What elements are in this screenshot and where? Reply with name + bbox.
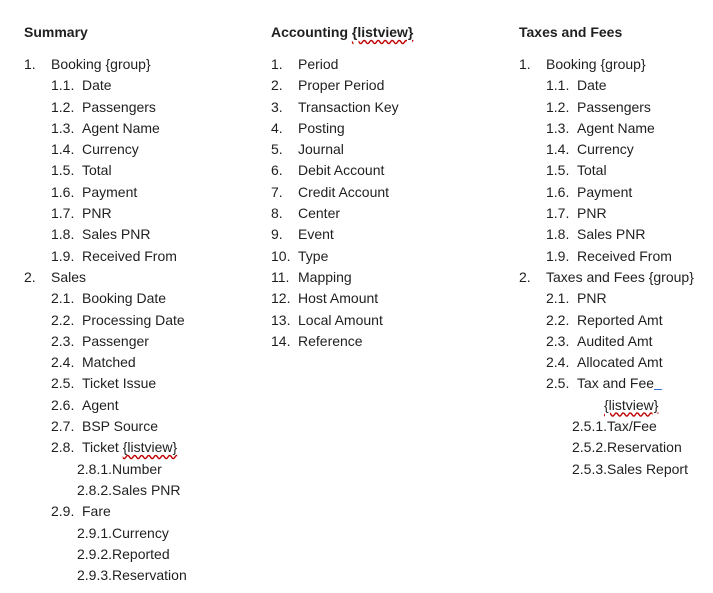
item-number: 1.6. xyxy=(51,183,75,200)
list-item xyxy=(271,267,501,288)
item-label: Payment xyxy=(577,183,633,200)
list-item xyxy=(24,118,254,139)
item-number: 9. xyxy=(271,226,283,243)
item-number: 8. xyxy=(271,205,283,222)
item-label: Passengers xyxy=(577,98,651,115)
list-item xyxy=(24,203,254,224)
list-item xyxy=(24,373,254,394)
list-item xyxy=(24,544,254,565)
item-label: Sales Report xyxy=(607,460,688,477)
list-item xyxy=(271,310,501,331)
item-number: 10. xyxy=(271,247,291,264)
item-label: Reservation xyxy=(607,439,682,456)
list-item xyxy=(271,54,501,75)
item-number: 2.1. xyxy=(546,290,570,307)
item-label: Allocated Amt xyxy=(577,354,663,371)
item-number: 12. xyxy=(271,290,291,307)
list-item xyxy=(24,416,254,437)
item-number: 2.8.2. xyxy=(77,481,113,498)
list-item xyxy=(519,182,709,203)
item-number: 2.2. xyxy=(51,311,75,328)
item-number: 1.2. xyxy=(51,98,75,115)
list-item xyxy=(24,267,254,288)
item-number: 2. xyxy=(24,268,36,285)
column-heading: Summary xyxy=(24,24,88,40)
item-label: Currency xyxy=(112,524,169,541)
item-number: 2.8.1. xyxy=(77,460,113,477)
list-item xyxy=(519,203,709,224)
item-label: Transaction Key xyxy=(298,98,399,115)
list-item xyxy=(24,501,254,522)
item-number: 3. xyxy=(271,98,283,115)
item-number: 1.1. xyxy=(546,77,570,94)
list-item xyxy=(519,373,709,394)
item-number: 2.9. xyxy=(51,503,75,520)
item-label: Total xyxy=(577,162,607,179)
item-number: 1.2. xyxy=(546,98,570,115)
item-number: 5. xyxy=(271,141,283,158)
item-label: Type xyxy=(298,247,329,264)
item-label: Sales PNR xyxy=(112,481,181,498)
item-label: Agent xyxy=(82,396,119,413)
list-item xyxy=(519,267,709,288)
list-item xyxy=(271,203,501,224)
listview-tag: {listview} xyxy=(122,439,178,456)
list-item xyxy=(24,97,254,118)
item-number: 1.3. xyxy=(546,119,570,136)
item-number: 2.9.1. xyxy=(77,524,113,541)
item-label: Ticket Issue xyxy=(82,375,157,392)
list-item xyxy=(271,139,501,160)
item-number: 2.3. xyxy=(546,332,570,349)
item-label: Currency xyxy=(82,141,139,158)
item-label: Matched xyxy=(82,354,136,371)
item-label: Booking {group} xyxy=(51,56,151,72)
item-label: Ticket {listview} xyxy=(82,439,178,456)
item-label: Event xyxy=(298,226,334,243)
item-label: Reservation xyxy=(112,567,187,584)
item-label: Number xyxy=(112,460,162,477)
item-number: 1. xyxy=(24,56,36,72)
item-number: 11. xyxy=(271,268,290,285)
list-item xyxy=(24,480,254,501)
item-number: 2.9.2. xyxy=(77,545,113,562)
item-label: Debit Account xyxy=(298,162,385,179)
item-number: 2.5. xyxy=(51,375,75,392)
item-label: Payment xyxy=(82,183,138,200)
item-number: 1.4. xyxy=(51,141,75,158)
item-label: Host Amount xyxy=(298,290,379,307)
item-label: Processing Date xyxy=(82,311,185,328)
item-number: 2.8. xyxy=(51,439,75,456)
list-item xyxy=(24,459,254,480)
list-item xyxy=(271,288,501,309)
list-item xyxy=(519,352,709,373)
item-number: 14. xyxy=(271,332,291,349)
item-label: PNR xyxy=(82,205,112,222)
list-item xyxy=(519,160,709,181)
list-item-continuation xyxy=(519,395,709,416)
list-item xyxy=(271,331,501,352)
item-label: Period xyxy=(298,56,339,72)
list-item xyxy=(24,352,254,373)
item-label: Booking Date xyxy=(82,290,167,307)
item-number: 1.9. xyxy=(51,247,75,264)
list-item xyxy=(519,54,709,75)
item-label: PNR xyxy=(577,290,607,307)
list-item xyxy=(24,160,254,181)
outline-list xyxy=(24,54,254,586)
item-label: Reported xyxy=(112,545,170,562)
list-item xyxy=(24,54,254,75)
item-number: 4. xyxy=(271,119,283,136)
item-number: 1.7. xyxy=(51,205,75,222)
list-item xyxy=(519,416,709,437)
item-number: 2.4. xyxy=(546,354,570,371)
item-number: 1.8. xyxy=(546,226,570,243)
item-label: Credit Account xyxy=(298,183,390,200)
item-label: Tax and Fee xyxy=(577,375,662,391)
list-item xyxy=(24,182,254,203)
list-item xyxy=(271,246,501,267)
heading-text-prefix: Accounting xyxy=(271,24,352,40)
list-item xyxy=(271,224,501,245)
list-item xyxy=(519,224,709,245)
list-item xyxy=(519,437,709,458)
list-item xyxy=(24,288,254,309)
list-item xyxy=(519,118,709,139)
list-item xyxy=(24,331,254,352)
column-taxes-and-fees xyxy=(519,22,709,480)
outline-list xyxy=(519,54,709,480)
heading-text-listview: {listview} xyxy=(351,24,414,40)
list-item xyxy=(271,160,501,181)
item-label: Reported Amt xyxy=(577,311,663,328)
item-number: 1. xyxy=(519,56,531,72)
item-number: 1.5. xyxy=(51,162,75,179)
item-label: Passengers xyxy=(82,98,156,115)
item-label: Date xyxy=(577,77,607,94)
item-label: Fare xyxy=(82,503,111,520)
outline-list xyxy=(271,54,501,352)
list-item xyxy=(24,395,254,416)
item-label-continuation xyxy=(546,397,658,413)
item-label: Mapping xyxy=(298,268,352,285)
column-summary xyxy=(24,22,254,586)
list-item xyxy=(519,310,709,331)
item-label: Total xyxy=(82,162,112,179)
item-number: 2.4. xyxy=(51,354,75,371)
listview-tag: {listview} xyxy=(604,396,659,413)
item-label: Sales PNR xyxy=(82,226,151,243)
item-label: PNR xyxy=(577,205,607,222)
item-label: BSP Source xyxy=(82,418,159,435)
item-label: Received From xyxy=(577,247,672,264)
column-accounting xyxy=(271,22,501,352)
item-number: 2.6. xyxy=(51,396,75,413)
list-item xyxy=(271,75,501,96)
item-label: Posting xyxy=(298,119,345,136)
item-number: 1.3. xyxy=(51,119,75,136)
item-label: Booking {group} xyxy=(546,56,646,72)
list-item xyxy=(271,97,501,118)
item-number: 1. xyxy=(271,56,283,72)
item-number: 2.3. xyxy=(51,332,75,349)
item-label: Passenger xyxy=(82,332,149,349)
item-label: Proper Period xyxy=(298,77,385,94)
list-item xyxy=(519,139,709,160)
trailing-space-mark xyxy=(654,375,662,391)
list-item xyxy=(24,310,254,331)
item-label: Audited Amt xyxy=(577,332,653,349)
item-number: 2.5. xyxy=(546,375,570,392)
item-label: Currency xyxy=(577,141,634,158)
list-item xyxy=(519,75,709,96)
list-item xyxy=(24,565,254,586)
item-label: Agent Name xyxy=(577,119,655,136)
item-number: 1.9. xyxy=(546,247,570,264)
list-item xyxy=(519,288,709,309)
list-item xyxy=(519,97,709,118)
list-item xyxy=(271,182,501,203)
item-label: Local Amount xyxy=(298,311,383,328)
item-label: Agent Name xyxy=(82,119,160,136)
item-number: 2.9.3. xyxy=(77,567,113,584)
item-label: Tax/Fee xyxy=(607,418,657,435)
list-item xyxy=(24,224,254,245)
list-item xyxy=(24,75,254,96)
item-label: Taxes and Fees {group} xyxy=(546,268,694,285)
list-item xyxy=(24,246,254,267)
item-number: 2.5.2. xyxy=(572,439,608,456)
item-number: 2.5.3. xyxy=(572,460,608,477)
item-number: 2. xyxy=(271,77,283,94)
item-number: 2.7. xyxy=(51,418,75,435)
item-label: Sales PNR xyxy=(577,226,646,243)
item-number: 2. xyxy=(519,268,531,285)
item-number: 2.5.1. xyxy=(572,418,608,435)
list-item xyxy=(519,331,709,352)
list-item xyxy=(24,139,254,160)
item-number: 1.1. xyxy=(51,77,75,94)
item-number: 6. xyxy=(271,162,283,179)
list-item xyxy=(519,246,709,267)
list-item xyxy=(24,523,254,544)
list-item xyxy=(271,118,501,139)
item-number: 7. xyxy=(271,183,283,200)
item-label: Received From xyxy=(82,247,177,264)
item-number: 1.6. xyxy=(546,183,570,200)
item-label: Center xyxy=(298,205,341,222)
list-item xyxy=(24,437,254,458)
column-heading: Taxes and Fees xyxy=(519,24,623,40)
item-number: 2.1. xyxy=(51,290,75,307)
list-item xyxy=(519,459,709,480)
item-number: 1.5. xyxy=(546,162,570,179)
item-number: 2.2. xyxy=(546,311,570,328)
item-label: Journal xyxy=(298,141,344,158)
item-label: Reference xyxy=(298,332,363,349)
column-heading xyxy=(271,22,501,42)
item-number: 1.8. xyxy=(51,226,75,243)
item-label: Sales xyxy=(51,268,87,285)
item-number: 1.4. xyxy=(546,141,570,158)
item-label: Date xyxy=(82,77,112,94)
item-number: 13. xyxy=(271,311,291,328)
item-number: 1.7. xyxy=(546,205,570,222)
